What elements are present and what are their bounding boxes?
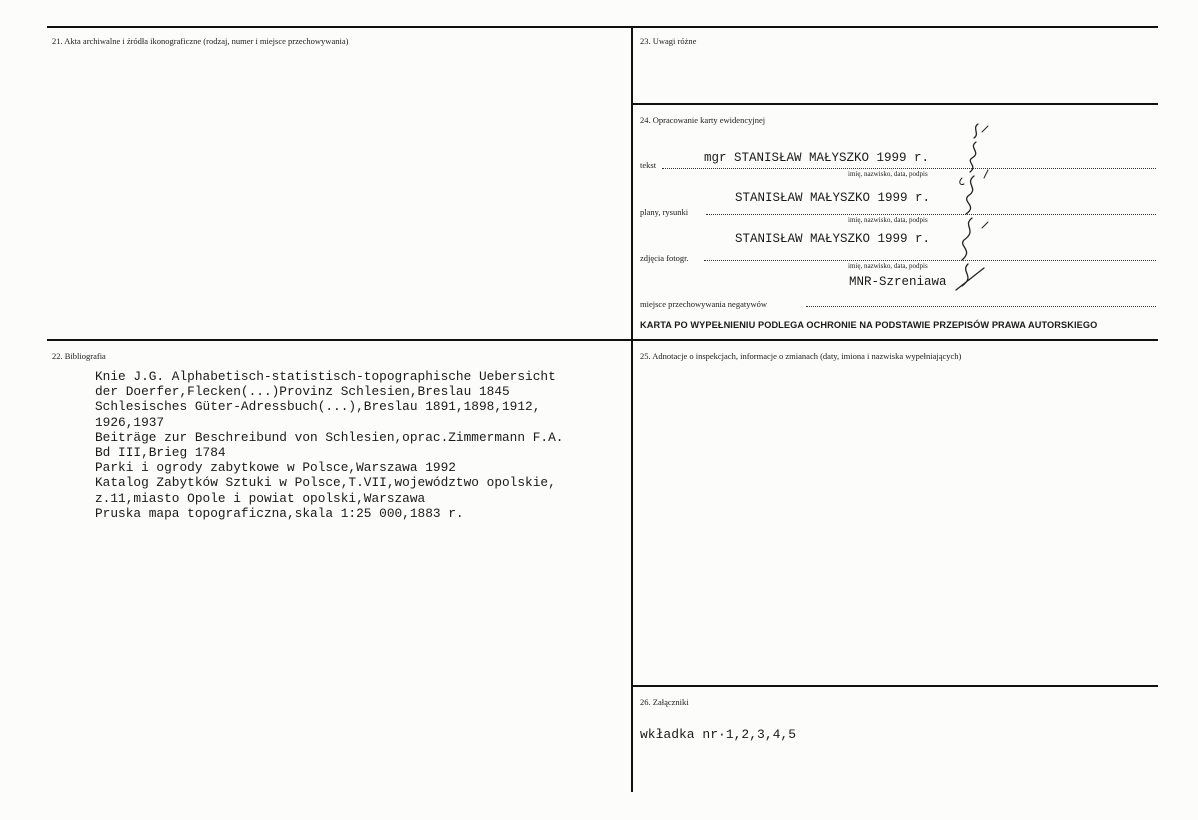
handwritten-signature bbox=[948, 118, 994, 296]
negatywy-label: miejsce przechowywania negatywów bbox=[640, 299, 767, 309]
tekst-label: tekst bbox=[640, 160, 657, 170]
tekst-value: mgr STANISŁAW MAŁYSZKO 1999 r. bbox=[704, 151, 930, 165]
attachments-value: wkładka nr·1,2,3,4,5 bbox=[640, 727, 797, 742]
tekst-hint: imię, nazwisko, data, podpis bbox=[848, 170, 928, 178]
zdjecia-dotted-line bbox=[704, 260, 1156, 261]
tekst-dotted-line bbox=[662, 168, 1156, 169]
section-22-label: 22. Bibliografia bbox=[52, 351, 106, 361]
plany-label: plany, rysunki bbox=[640, 207, 689, 217]
bibliography-list bbox=[95, 369, 563, 521]
bibliography-line: Parki i ogrody zabytkowe w Polsce,Warszawa 1992 bbox=[95, 460, 456, 476]
rule-23-24 bbox=[631, 103, 1158, 105]
bibliography-line: Knie J.G. Alphabetisch-statistisch-topographische Uebersicht bbox=[95, 369, 556, 384]
zdjecia-value: STANISŁAW MAŁYSZKO 1999 r. bbox=[735, 232, 931, 246]
bibliography-line: der Doerfer,Flecken(...)Provinz Schlesien,Breslau 1845 bbox=[95, 384, 510, 400]
bibliography-line: Pruska mapa topograficzna,skala 1:25 000,1883 r. bbox=[95, 505, 464, 521]
section-26-label: 26. Załączniki bbox=[640, 697, 689, 707]
column-divider bbox=[631, 26, 633, 792]
copyright-notice: KARTA PO WYPEŁNIENIU PODLEGA OCHRONIE NA PODSTAWIE PRZEPISÓW PRAWA AUTORSKIEGO bbox=[640, 320, 1098, 330]
section-21-label: 21. Akta archiwalne i źródła ikonograficzne (rodzaj, numer i miejsce przechowywania) bbox=[52, 36, 349, 46]
plany-hint: imię, nazwisko, data, podpis bbox=[848, 216, 928, 224]
bibliography-line: z.11,miasto Opole i powiat opolski,Warszawa bbox=[95, 490, 426, 506]
bibliography-line: Bd III,Brieg 1784 bbox=[95, 445, 226, 461]
plany-value: STANISŁAW MAŁYSZKO 1999 r. bbox=[735, 191, 931, 205]
bibliography-line: Katalog Zabytków Sztuki w Polsce,T.VII,województwo opolskie, bbox=[95, 475, 556, 491]
bibliography-line: Schlesisches Güter-Adressbuch(...),Breslau 1891,1898,1912, bbox=[95, 399, 541, 415]
section-25-label: 25. Adnotacje o inspekcjach, informacje o zmianach (daty, imiona i nazwiska wypełniających) bbox=[640, 351, 962, 361]
plany-dotted-line bbox=[706, 214, 1156, 215]
section-23-label: 23. Uwagi różne bbox=[640, 36, 697, 46]
top-border bbox=[47, 26, 1158, 28]
middle-horizontal-rule bbox=[47, 339, 1158, 341]
section-24-label: 24. Opracowanie karty ewidencyjnej bbox=[640, 115, 766, 125]
zdjecia-hint: imię, nazwisko, data, podpis bbox=[848, 262, 928, 270]
bibliography-line: Beiträge zur Beschreibund von Schlesien,oprac.Zimmermann F.A. bbox=[95, 429, 564, 445]
bibliography-line: 1926,1937 bbox=[95, 414, 165, 430]
negatywy-dotted-line bbox=[806, 306, 1156, 307]
negatywy-value: MNR-Szreniawa bbox=[849, 275, 947, 289]
rule-25-26 bbox=[631, 685, 1158, 687]
zdjecia-label: zdjęcia fotogr. bbox=[640, 253, 689, 263]
